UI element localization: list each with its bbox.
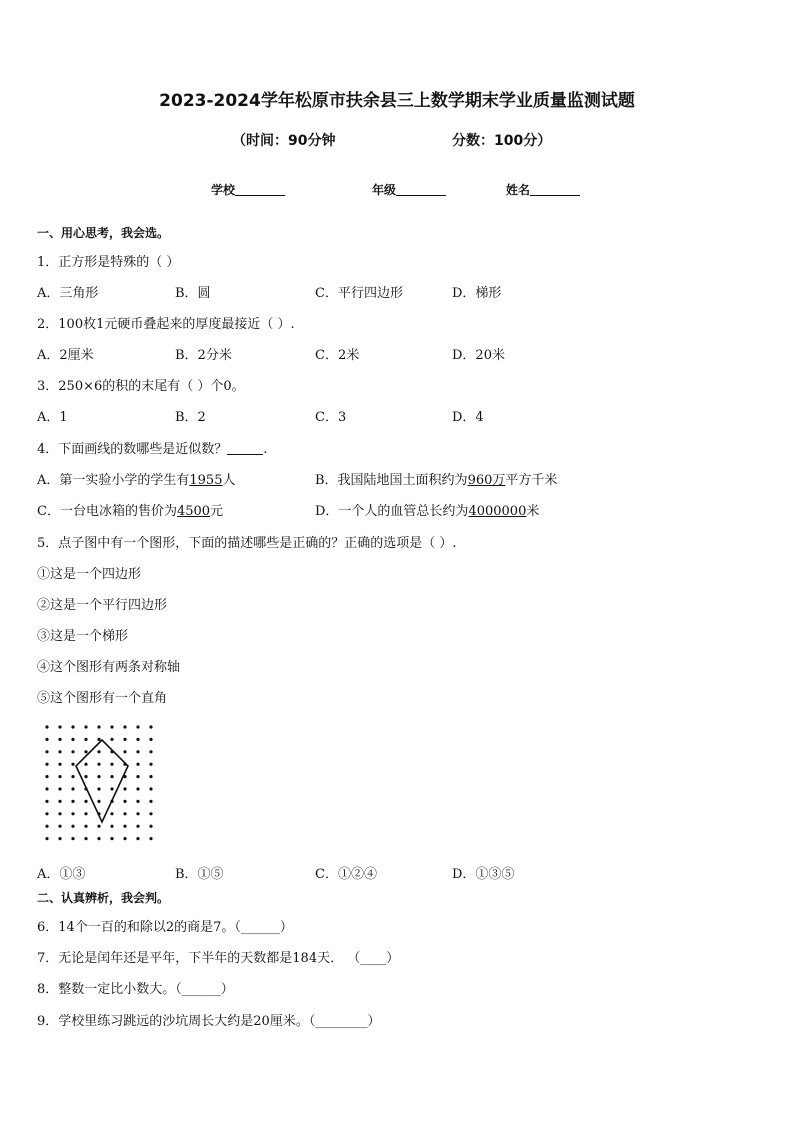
- grid-dot: [84, 725, 87, 728]
- grid-dot: [45, 750, 48, 753]
- q4-stem-text: 4．下面画线的数哪些是近似数？: [37, 442, 228, 457]
- grid-dot: [110, 775, 113, 778]
- grid-dot: [149, 800, 152, 803]
- exam-time: （时间：90分钟: [232, 133, 336, 149]
- grid-dot: [45, 763, 48, 766]
- q4-d-unit: 米: [526, 504, 540, 519]
- grid-dot: [84, 750, 87, 753]
- grid-dot: [58, 775, 61, 778]
- grid-dot: [110, 837, 113, 840]
- q4-c-text: C．一台电冰箱的售价为: [37, 504, 177, 519]
- grid-dot: [149, 763, 152, 766]
- grid-dot: [84, 812, 87, 815]
- grid-dot: [97, 825, 100, 828]
- grid-dot: [136, 787, 139, 790]
- grid-dot: [136, 738, 139, 741]
- q4-c-unit: 元: [210, 504, 224, 519]
- grid-dot: [58, 750, 61, 753]
- name-blank[interactable]: [530, 183, 580, 196]
- exam-score: 分数：100分）: [452, 133, 552, 149]
- q5-statement-3: ③这是一个梯形: [37, 629, 129, 644]
- grid-dot: [97, 800, 100, 803]
- q4-stem: [37, 438, 267, 457]
- grid-dot: [45, 738, 48, 741]
- q7: 7．无论是闰年还是平年，下半年的天数都是184天． （____）: [37, 951, 400, 966]
- q5-option-b[interactable]: B．①⑤: [175, 867, 224, 882]
- grid-dot: [45, 837, 48, 840]
- q2-option-b[interactable]: B．2分米: [175, 348, 232, 363]
- grid-dot: [149, 837, 152, 840]
- dot-grid-figure: [38, 718, 158, 844]
- grid-dot: [45, 825, 48, 828]
- grid-dot: [58, 812, 61, 815]
- q4-d-number: 4000000: [468, 504, 527, 519]
- grid-dot: [71, 812, 74, 815]
- q8: 8．整数一定比小数大。（______）: [37, 982, 234, 997]
- q6: 6．14个一百的和除以2的商是7。（______）: [37, 920, 293, 935]
- q4-c-number: 4500: [176, 504, 211, 519]
- grid-dot: [71, 725, 74, 728]
- grade-blank[interactable]: [396, 183, 446, 196]
- q2-option-d[interactable]: D．20米: [452, 348, 505, 363]
- grid-dot: [58, 763, 61, 766]
- grid-dot: [58, 738, 61, 741]
- name-label: 姓名: [506, 183, 531, 197]
- grid-dot: [58, 787, 61, 790]
- grid-dot: [110, 787, 113, 790]
- grid-dot: [110, 812, 113, 815]
- section-2-heading: 二、认真辨析，我会判。: [37, 891, 170, 905]
- q4-answer-blank[interactable]: [227, 442, 263, 455]
- grid-dot: [97, 763, 100, 766]
- grid-dot: [84, 837, 87, 840]
- q4-a-unit: 人: [222, 473, 236, 488]
- q4-option-a[interactable]: [37, 469, 236, 488]
- grid-dot: [123, 812, 126, 815]
- grid-dot: [84, 775, 87, 778]
- grade-label: 年级: [372, 183, 397, 197]
- grid-dot: [149, 738, 152, 741]
- grid-dot: [71, 825, 74, 828]
- school-field: [211, 181, 285, 198]
- grid-dot: [71, 738, 74, 741]
- q3-option-d[interactable]: D．4: [452, 410, 484, 425]
- grid-dot: [123, 738, 126, 741]
- grid-dot: [71, 775, 74, 778]
- q5-statement-1: ①这是一个四边形: [37, 567, 142, 582]
- grid-dot: [71, 837, 74, 840]
- grid-dot: [123, 750, 126, 753]
- grid-dot: [149, 775, 152, 778]
- q4-stem-end: .: [263, 442, 268, 457]
- grid-dot: [58, 825, 61, 828]
- grid-dot: [123, 825, 126, 828]
- grid-dot: [84, 800, 87, 803]
- grid-dot: [45, 800, 48, 803]
- q5-option-d[interactable]: D．①③⑤: [452, 867, 515, 882]
- q9: 9．学校里练习跳远的沙坑周长大约是20厘米。（________）: [37, 1014, 381, 1029]
- grid-dot: [136, 750, 139, 753]
- grid-dot: [136, 812, 139, 815]
- grid-dot: [149, 812, 152, 815]
- q5-option-a[interactable]: A．①③: [37, 867, 86, 882]
- grid-dot: [71, 763, 74, 766]
- grade-field: [372, 181, 446, 198]
- grid-dot: [110, 825, 113, 828]
- grid-dot: [123, 837, 126, 840]
- grid-dot: [84, 825, 87, 828]
- grid-dot: [136, 763, 139, 766]
- grid-dot: [45, 787, 48, 790]
- grid-dot: [45, 725, 48, 728]
- grid-dot: [136, 800, 139, 803]
- q5-statement-5: ⑤这个图形有一个直角: [37, 691, 168, 706]
- q1-option-c[interactable]: C．平行四边形: [315, 286, 403, 301]
- grid-dot: [45, 775, 48, 778]
- q1-option-d[interactable]: D．梯形: [452, 286, 502, 301]
- grid-dot: [97, 837, 100, 840]
- grid-dot: [45, 812, 48, 815]
- grid-dot: [97, 775, 100, 778]
- q2-option-c[interactable]: C．2米: [315, 348, 360, 363]
- q4-a-text: A．第一实验小学的学生有: [37, 473, 190, 488]
- grid-dot: [58, 800, 61, 803]
- q4-b-unit: 平方千米: [505, 473, 558, 488]
- grid-dot: [58, 837, 61, 840]
- grid-dot: [97, 750, 100, 753]
- name-field: [506, 181, 580, 198]
- q2-option-a[interactable]: A．2厘米: [37, 348, 94, 363]
- q5-stem: 5．点子图中有一个图形，下面的描述哪些是正确的？正确的选项是（ ）.: [37, 536, 457, 551]
- q3-stem: 3．250×6的积的末尾有（ ）个0。: [37, 379, 245, 394]
- q5-option-c[interactable]: C．①②④: [315, 867, 377, 882]
- grid-dot: [123, 725, 126, 728]
- q5-statement-2: ②这是一个平行四边形: [37, 598, 168, 613]
- school-blank[interactable]: [235, 183, 285, 196]
- grid-dot: [136, 837, 139, 840]
- q1-option-b[interactable]: B．圆: [175, 286, 211, 301]
- grid-dot: [149, 825, 152, 828]
- section-1-heading: 一、用心思考，我会选。: [37, 226, 170, 240]
- grid-dot: [136, 775, 139, 778]
- grid-dot: [110, 738, 113, 741]
- q4-option-c[interactable]: [37, 500, 223, 519]
- q4-option-b[interactable]: [315, 469, 557, 488]
- q1-stem: 1．正方形是特殊的（ ）: [37, 255, 180, 270]
- grid-dot: [97, 725, 100, 728]
- q4-b-number: 960万: [467, 473, 506, 488]
- kite-shape: [76, 740, 128, 822]
- q3-option-a[interactable]: A．1: [37, 410, 68, 425]
- q2-stem: 2．100枚1元硬币叠起来的厚度最接近（ ）.: [37, 317, 295, 332]
- school-label: 学校: [211, 183, 236, 197]
- grid-dot: [136, 825, 139, 828]
- grid-dot: [136, 725, 139, 728]
- q3-option-b[interactable]: B．2: [175, 410, 206, 425]
- grid-dot: [149, 725, 152, 728]
- grid-dot: [110, 763, 113, 766]
- q4-a-number: 1955: [189, 473, 223, 488]
- grid-dot: [71, 800, 74, 803]
- q5-statement-4: ④这个图形有两条对称轴: [37, 660, 181, 675]
- grid-dot: [97, 738, 100, 741]
- grid-dot: [71, 787, 74, 790]
- grid-dot: [123, 787, 126, 790]
- grid-dot: [110, 725, 113, 728]
- grid-dot: [71, 750, 74, 753]
- q4-b-text: B．我国陆地国土面积约为: [315, 473, 468, 488]
- grid-dot: [123, 800, 126, 803]
- q3-option-c[interactable]: C．3: [315, 410, 347, 425]
- grid-dot: [149, 750, 152, 753]
- exam-title: 2023-2024学年松原市扶余县三上数学期末学业质量监测试题: [159, 91, 635, 111]
- grid-dot: [84, 738, 87, 741]
- grid-dot: [149, 787, 152, 790]
- q4-option-d[interactable]: [315, 500, 539, 519]
- q4-d-text: D．一个人的血管总长约为: [315, 504, 469, 519]
- grid-dot: [58, 725, 61, 728]
- grid-dot: [84, 763, 87, 766]
- grid-dot: [97, 787, 100, 790]
- q1-option-a[interactable]: A．三角形: [37, 286, 99, 301]
